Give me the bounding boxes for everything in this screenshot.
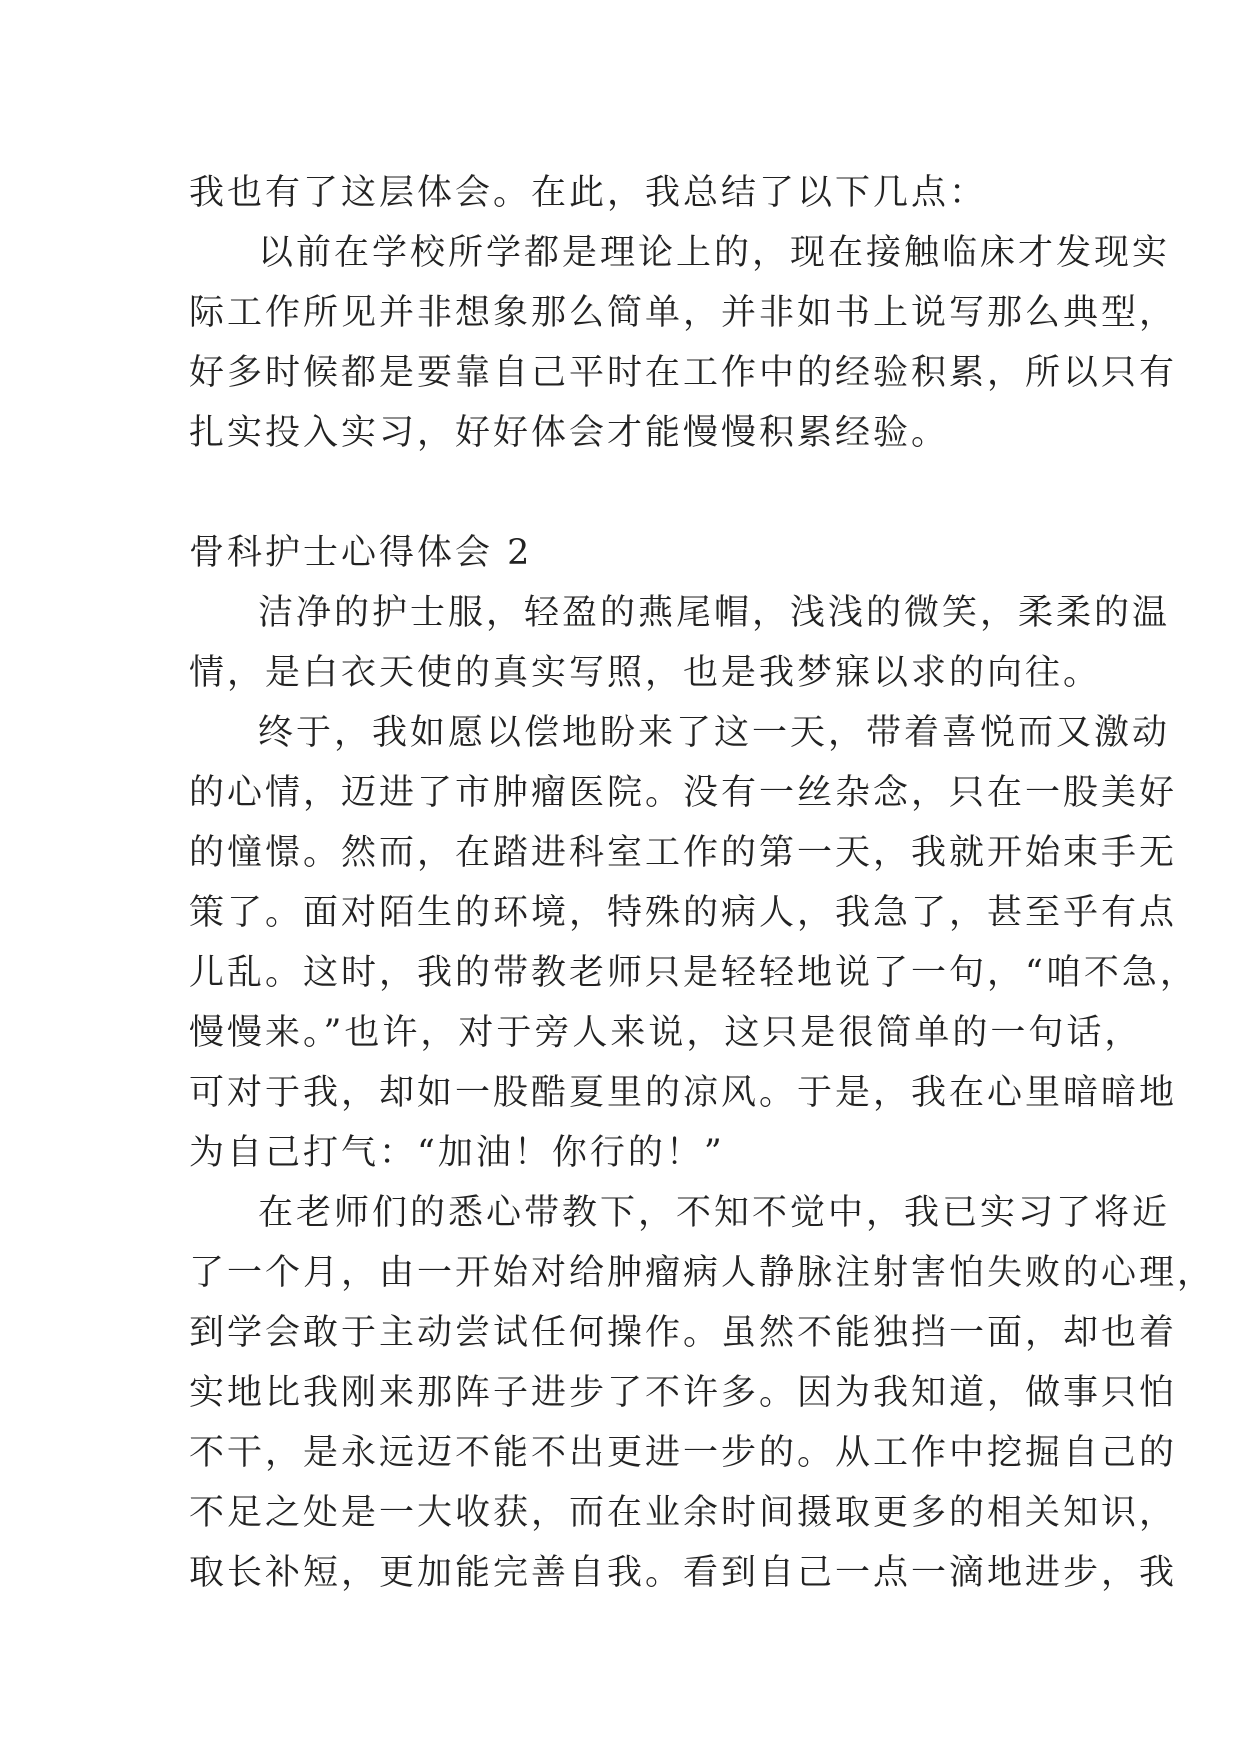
paragraph-line: 慢慢来。”也许，对于旁人来说，这只是很简单的一句话，	[189, 1013, 1143, 1053]
paragraph-line: 际工作所见并非想象那么简单，并非如书上说写那么典型，	[189, 293, 1178, 333]
paragraph-line: 扎实投入实习，好好体会才能慢慢积累经验。	[189, 413, 950, 453]
section-title: 骨科护士心得体会 2	[189, 533, 533, 573]
paragraph-line: 在老师们的悉心带教下，不知不觉中，我已实习了将近	[258, 1193, 1171, 1233]
paragraph-line: 取长补短，更加能完善自我。看到自己一点一滴地进步，我	[189, 1553, 1178, 1593]
paragraph-line: 为自己打气：“加油！你行的！”	[189, 1133, 725, 1173]
paragraph-line: 终于，我如愿以偿地盼来了这一天，带着喜悦而又激动	[258, 713, 1171, 753]
paragraph-line: 的心情，迈进了市肿瘤医院。没有一丝杂念，只在一股美好	[189, 773, 1178, 813]
paragraph-line: 策了。面对陌生的环境，特殊的病人，我急了，甚至乎有点	[189, 893, 1178, 933]
paragraph-line: 儿乱。这时，我的带教老师只是轻轻地说了一句，“咱不急，	[189, 953, 1198, 993]
paragraph-line: 可对于我，却如一股酷夏里的凉风。于是，我在心里暗暗地	[189, 1073, 1178, 1113]
paragraph-line: 我也有了这层体会。在此，我总结了以下几点：	[189, 173, 988, 213]
paragraph-line: 情，是白衣天使的真实写照，也是我梦寐以求的向往。	[189, 653, 1102, 693]
paragraph-line: 不干，是永远迈不能不出更进一步的。从工作中挖掘自己的	[189, 1433, 1178, 1473]
paragraph-line: 的憧憬。然而，在踏进科室工作的第一天，我就开始束手无	[189, 833, 1178, 873]
paragraph-line: 不足之处是一大收获，而在业余时间摄取更多的相关知识，	[189, 1493, 1178, 1533]
paragraph-line: 实地比我刚来那阵子进步了不许多。因为我知道，做事只怕	[189, 1373, 1178, 1413]
paragraph-line: 到学会敢于主动尝试任何操作。虽然不能独挡一面，却也着	[189, 1313, 1178, 1353]
paragraph-line: 了一个月，由一开始对给肿瘤病人静脉注射害怕失败的心理，	[189, 1253, 1216, 1293]
paragraph-line: 以前在学校所学都是理论上的，现在接触临床才发现实	[258, 233, 1171, 273]
paragraph-line: 洁净的护士服，轻盈的燕尾帽，浅浅的微笑，柔柔的温	[258, 593, 1171, 633]
paragraph-line: 好多时候都是要靠自己平时在工作中的经验积累，所以只有	[189, 353, 1178, 393]
